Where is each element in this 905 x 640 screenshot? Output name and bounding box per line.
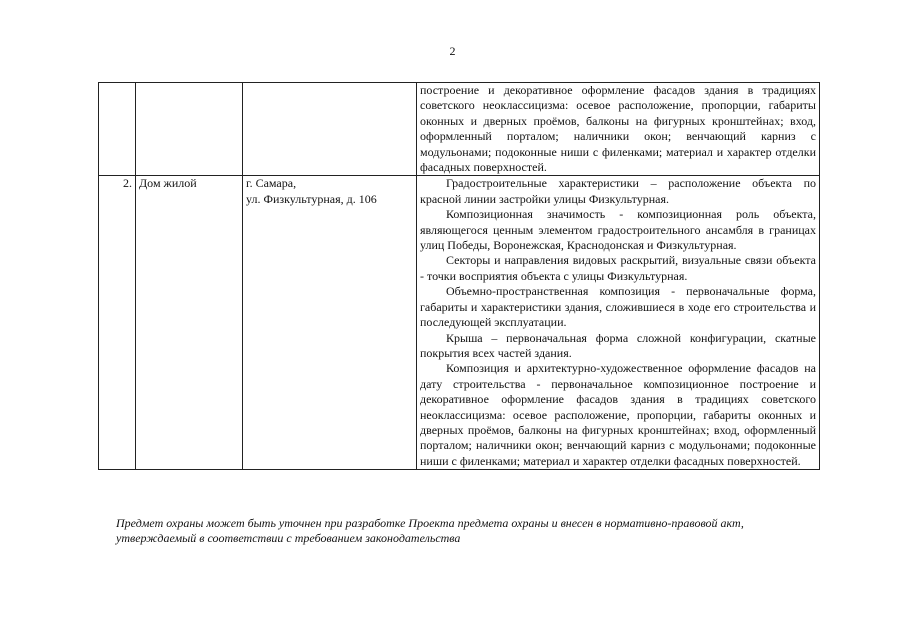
address-line: г. Самара, <box>246 176 297 191</box>
description-paragraph: Композиция и архитектурно-художественное оформление фасадов на дату строительства - первоначальное композиционное построение и декоративное оформление фасадов здания в традициях советского неоклассицизма: осевое расположение, пропорции, габариты оконных и дверных проёмов, балконы на фигурных кронштейнах; вход, оформленный порталом; наличники окон; венчающий карниз с модульонами; подоконные ниши с филенками; материал и характер отделки фасадных поверхностей. <box>420 361 816 468</box>
description-paragraph: Композиционная значимость - композиционная роль объекта, являющегося ценным элементом градостроительного ансамбля в границах улиц Победы, Воронежская, Краснодонская и Физкультурная. <box>420 207 816 253</box>
description-cell <box>417 176 820 470</box>
description-paragraph: Секторы и направления видовых раскрытий, визуальные связи объекта - точки восприятия объекта с улицы Физкультурная. <box>420 253 816 283</box>
protection-subject-table <box>98 82 820 470</box>
object-name-cell: Дом жилой <box>136 176 243 470</box>
footnote: Предмет охраны может быть уточнен при разработке Проекта предмета охраны и внесен в нормативно-правовой акт, утверждаемый в соответствии с требованием законодательства <box>116 516 744 545</box>
address-cell <box>243 83 417 176</box>
row-number-cell: 2. <box>99 176 136 470</box>
address-cell <box>243 176 417 470</box>
table-row <box>99 83 820 176</box>
address-line: ул. Физкультурная, д. 106 <box>246 191 377 206</box>
object-name-cell <box>136 83 243 176</box>
description-paragraph: построение и декоративное оформление фасадов здания в традициях советского неоклассицизма: осевое расположение, пропорции, габариты оконных и дверных проёмов, балконы на фигурных кронштейнах; вход, оформленный порталом; наличники окон; венчающий карниз с модульонами; подоконные ниши с филенками; материал и характер отделки фасадных поверхностей. <box>420 83 816 175</box>
description-cell <box>417 83 820 176</box>
table-row <box>99 176 820 470</box>
page-number: 2 <box>449 44 456 58</box>
description-paragraph: Крыша – первоначальная форма сложной конфигурации, скатные покрытия всех частей здания. <box>420 330 816 360</box>
description-paragraph: Градостроительные характеристики – расположение объекта по красной линии застройки улицы Физкультурная. <box>420 176 816 206</box>
description-paragraph: Объемно-пространственная композиция - первоначальные форма, габариты и характеристики здания, сложившиеся в ходе его строительства и последующей эксплуатации. <box>420 284 816 330</box>
row-number-cell <box>99 83 136 176</box>
